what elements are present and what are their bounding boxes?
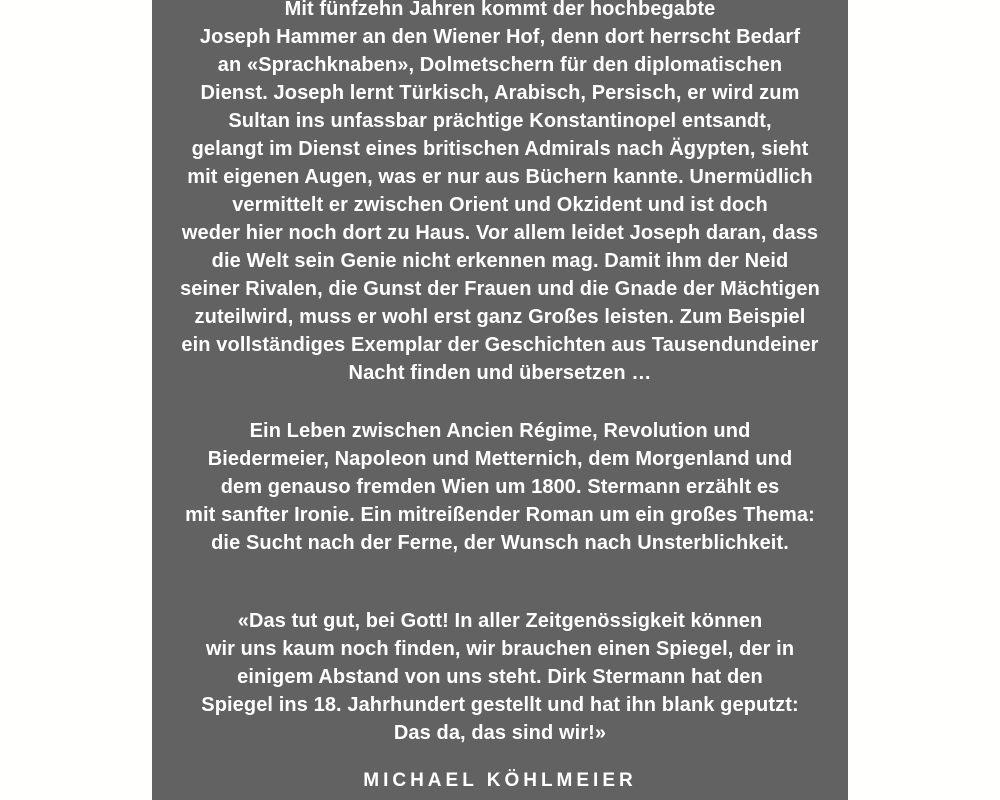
text-line: Ein Leben zwischen Ancien Régime, Revolution und xyxy=(249,420,751,442)
text-line: Spiegel ins 18. Jahrhundert gestellt und hat ihn blank geputzt: xyxy=(201,694,799,716)
text-line: einigem Abstand von uns steht. Dirk Stermann hat den xyxy=(237,666,763,688)
text-line: Mit fünfzehn Jahren kommt der hochbegabte xyxy=(284,0,716,20)
context-paragraph xyxy=(152,417,848,557)
text-line: Sultan ins unfassbar prächtige Konstantinopel entsandt, xyxy=(228,110,772,132)
text-line: die Sucht nach der Ferne, der Wunsch nach Unsterblichkeit. xyxy=(211,532,789,554)
review-quote xyxy=(152,607,848,747)
text-line: mit eigenen Augen, was er nur aus Büchern kannte. Unermüdlich xyxy=(187,166,813,188)
text-line: gelangt im Dienst eines britischen Admirals nach Ägypten, sieht xyxy=(191,138,809,160)
synopsis-paragraph xyxy=(152,0,848,387)
text-line: mit sanfter Ironie. Ein mitreißender Roman um ein großes Thema: xyxy=(185,504,815,526)
text-line: vermittelt er zwischen Orient und Okzident und ist doch xyxy=(232,194,768,216)
text-line: weder hier noch dort zu Haus. Vor allem leidet Joseph daran, dass xyxy=(181,222,819,244)
text-line: dem genauso fremden Wien um 1800. Stermann erzählt es xyxy=(220,476,780,498)
attribution-name: MICHAEL KÖHLMEIER xyxy=(363,770,637,791)
text-line: seiner Rivalen, die Gunst der Frauen und die Gnade der Mächtigen xyxy=(180,278,820,300)
text-line: Biedermeier, Napoleon und Metternich, dem Morgenland und xyxy=(207,448,793,470)
text-line: ein vollständiges Exemplar der Geschichten aus Tausendundeiner xyxy=(181,334,819,356)
text-line: «Das tut gut, bei Gott! In aller Zeitgenössigkeit können xyxy=(237,610,763,632)
text-line: Dienst. Joseph lernt Türkisch, Arabisch, Persisch, er wird zum xyxy=(200,82,800,104)
text-line: Joseph Hammer an den Wiener Hof, denn dort herrscht Bedarf xyxy=(199,26,801,48)
text-line: an «Sprachknaben», Dolmetschern für den diplomatischen xyxy=(217,54,783,76)
text-line: Das da, das sind wir!» xyxy=(393,722,607,744)
text-line: zuteilwird, muss er wohl erst ganz Großes leisten. Zum Beispiel xyxy=(194,306,806,328)
blurb-panel xyxy=(152,0,848,800)
text-line: die Welt sein Genie nicht erkennen mag. Damit ihm der Neid xyxy=(211,250,789,272)
text-line: Nacht finden und übersetzen … xyxy=(348,362,652,384)
quote-attribution xyxy=(152,767,848,795)
text-line: wir uns kaum noch finden, wir brauchen einen Spiegel, der in xyxy=(205,638,795,660)
